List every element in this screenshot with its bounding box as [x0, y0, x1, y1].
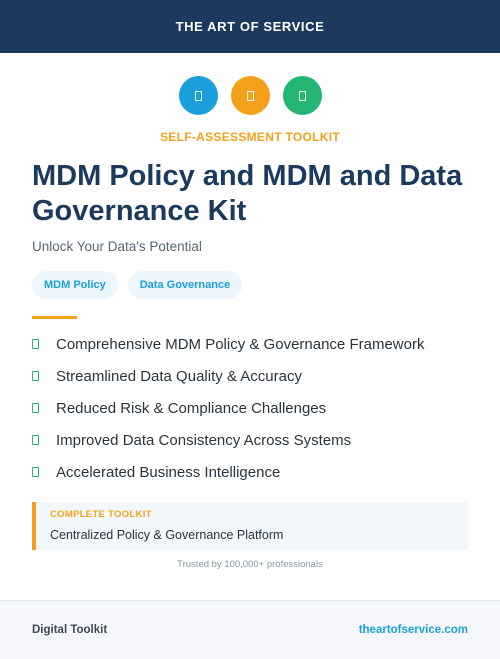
- feature-list: [32, 328, 468, 488]
- icon-circle-orange: [231, 76, 270, 115]
- footer-bar: [0, 600, 500, 659]
- trust-line: Trusted by 100,000+ professionals: [177, 559, 323, 570]
- document-icon: [195, 91, 202, 101]
- feature-item: [32, 360, 468, 392]
- check-icon: [32, 339, 39, 349]
- feature-text: Comprehensive MDM Policy & Governance Framework: [56, 335, 425, 353]
- footer-label: Digital Toolkit: [32, 624, 108, 636]
- icon-circle-blue: [179, 76, 218, 115]
- feature-item: [32, 328, 468, 360]
- page-subtitle: Unlock Your Data's Potential: [32, 239, 202, 254]
- document-icon: [299, 91, 306, 101]
- check-icon: [32, 435, 39, 445]
- feature-item: [32, 392, 468, 424]
- toolkit-callout: [32, 502, 468, 550]
- page-title: MDM Policy and MDM and Data Governance Kit: [32, 160, 463, 227]
- icon-circle-green: [283, 76, 322, 115]
- check-icon: [32, 371, 39, 381]
- toolkit-kicker: SELF-ASSESSMENT TOOLKIT: [159, 130, 341, 144]
- check-icon: [32, 403, 39, 413]
- callout-kicker: COMPLETE TOOLKIT: [50, 509, 152, 520]
- header-bar: [0, 0, 500, 53]
- brand-name: THE ART OF SERVICE: [175, 19, 325, 34]
- tag-list: [32, 271, 468, 299]
- tag-mdm-policy: MDM Policy: [32, 271, 118, 299]
- tag-data-governance: Data Governance: [128, 271, 242, 299]
- document-icon: [247, 91, 254, 101]
- feature-text: Reduced Risk & Compliance Challenges: [56, 399, 327, 417]
- feature-text: Accelerated Business Intelligence: [56, 463, 281, 481]
- website-link[interactable]: theartofservice.com: [358, 624, 468, 636]
- callout-text: Centralized Policy & Governance Platform: [50, 528, 284, 542]
- feature-item: [32, 424, 468, 456]
- check-icon: [32, 467, 39, 477]
- accent-divider: [32, 316, 77, 319]
- feature-text: Improved Data Consistency Across Systems: [56, 431, 352, 449]
- icon-row: [0, 76, 500, 115]
- feature-item: [32, 456, 468, 488]
- feature-text: Streamlined Data Quality & Accuracy: [56, 367, 302, 385]
